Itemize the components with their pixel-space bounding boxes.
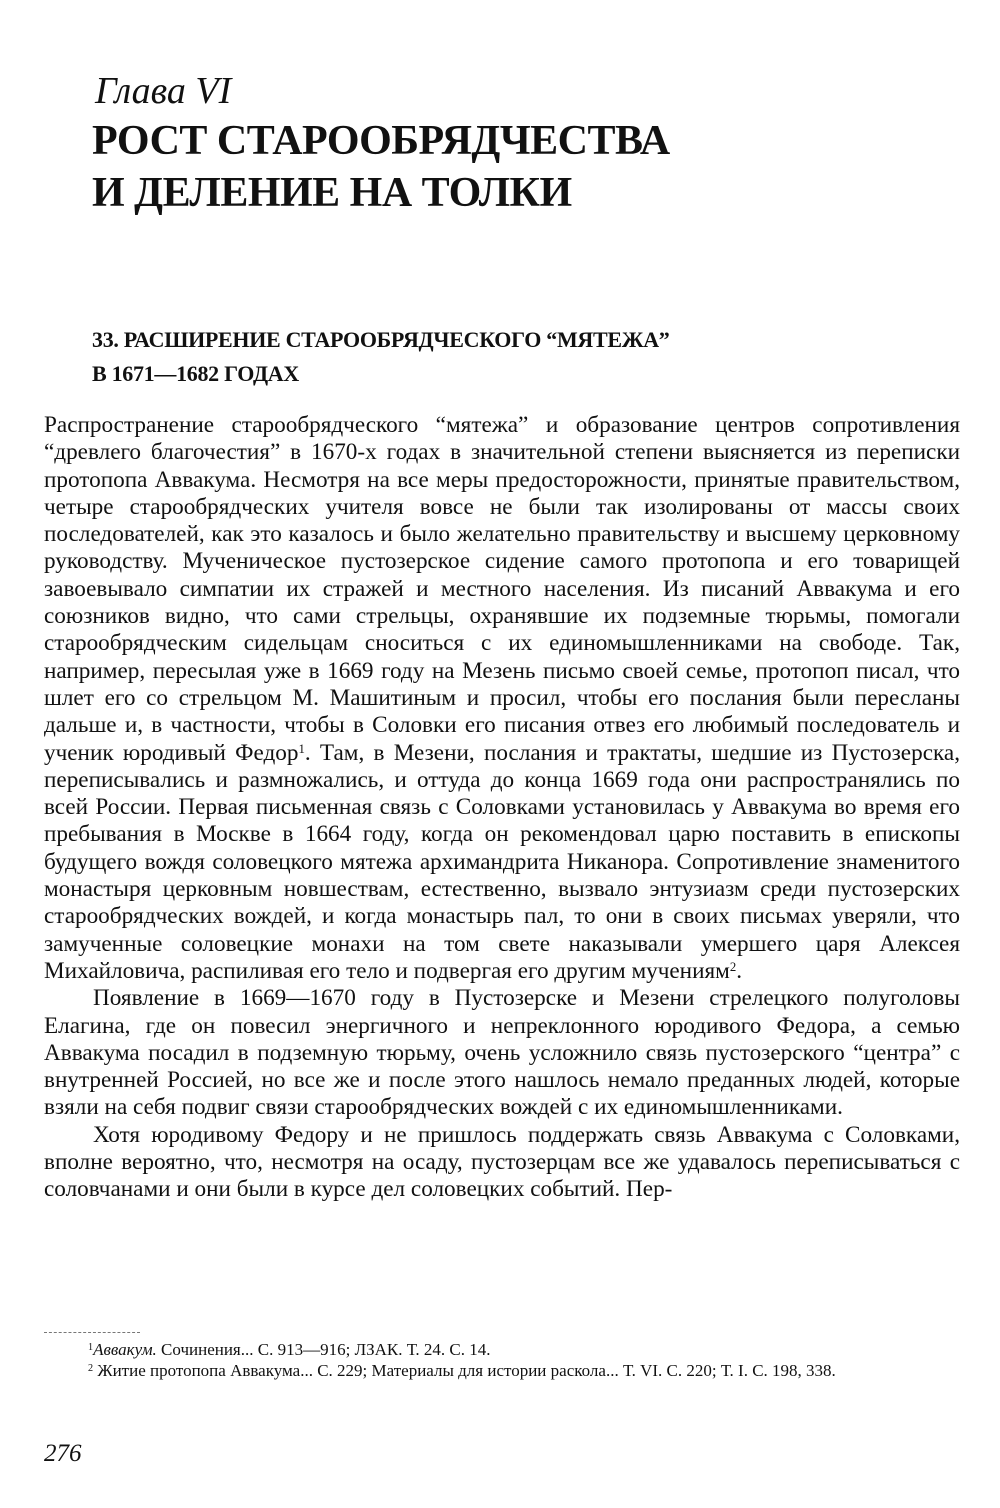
paragraph-1-part-a: Распространение старообрядческого “мятежа” и образование центров сопротивления “древлего благочестия” в 1670-х годах в значительной степени выясняется из переписки протопопа Аввакума. Несмотря на все меры предосторожности, принятые правительством, четыре старообрядческих учителя вовсе не были так изолированы от массы своих последователей, как это казалось и было желательно правительству и высшему церковному руководству. Мученическое пустозерское сидение самого протопопа и его товарищей завоевывало симпатии их стражей и местного населения. Из писаний Аввакума и его союзников видно, что сами стрельцы, охранявшие их подземные тюрьмы, помогали старообрядческим сидельцам сноситься с их единомышленниками на свободе. Так, например, пересылая уже в 1669 году на Мезень письмо своей семье, протопоп писал, что шлет его со стрельцом М. Машитиным и просил, чтобы его послания были пересланы дальше и, в частности, чтобы в Соловки его писания отвез его любимый последователь и ученик юродивый Федор (44, 412, 960, 766)
footnote-2-text: Житие протопопа Аввакума... С. 229; Материалы для истории раскола... Т. VI. С. 220; Т. I. С. 198, 338. (93, 1360, 836, 1380)
body-text (44, 412, 960, 1204)
footnote-divider (44, 1332, 140, 1333)
page-number: 276 (44, 1440, 82, 1467)
footnotes (44, 1340, 956, 1381)
section-heading-line-2: В 1671—1682 ГОДАХ (92, 361, 299, 386)
footnote-1 (44, 1340, 956, 1361)
footnote-ref-1: 1 (298, 741, 305, 756)
paragraph-1-part-b: . Там, в Мезени, послания и трактаты, шедшие из Пустозерска, переписывались и размножались, и оттуда до конца 1669 года они распространялись по всей России. Первая письменная связь с Соловками установилась у Аввакума во время его пребывания в Москве в 1664 году, когда он рекомендовал царю поставить в епископы будущего вождя соловецкого мятежа архимандрита Никанора. Сопротивление знаменитого монастыря церковным новшествам, естественно, вызвало энтузиазм среди пустозерских старообрядческих вождей, и когда монастырь пал, то они в своих письмах уверяли, что замученные соловецкие монахи на том свете наказывали умершего царя Алексея Михайловича, распиливая его тело и подвергая его другим мучениям (44, 739, 960, 984)
section-heading-line-1: 33. РАСШИРЕНИЕ СТАРООБРЯДЧЕСКОГО “МЯТЕЖА” (92, 327, 670, 352)
footnote-1-mark: 1 (88, 1341, 94, 1353)
paragraph-2: Появление в 1669—1670 году в Пустозерске и Мезени стрелецкого полуголовы Елагина, где он повесил энергичного и непреклонного юродивого Федора, а семью Аввакума посадил в подземную тюрьму, очень усложнило связь пустозерского “центра” с внутренней Россией, но все же и после этого нашлось немало преданных людей, которые взяли на себя подвиг связи старообрядческих вождей с их единомышленниками. (44, 985, 960, 1121)
section-heading (92, 323, 912, 391)
chapter-title-line-1: РОСТ СТАРООБРЯДЧЕСТВА (92, 118, 670, 164)
chapter-title (92, 115, 892, 219)
footnote-1-text: Сочинения... С. 913—916; ЛЗАК. Т. 24. С. 14. (156, 1340, 491, 1359)
footnote-ref-2: 2 (729, 959, 737, 974)
paragraph-1 (44, 412, 960, 985)
footnote-1-author: Аввакум. (93, 1340, 157, 1359)
footnote-2 (44, 1361, 956, 1382)
chapter-title-line-2: И ДЕЛЕНИЕ НА ТОЛКИ (92, 170, 572, 216)
paragraph-3: Хотя юродивому Федору и не пришлось поддержать связь Аввакума с Соловками, вполне вероятно, что, несмотря на осаду, пустозерцам все же удавалось переписываться с соловчанами и они были в курсе дел соловецких событий. Пер- (44, 1121, 960, 1203)
chapter-label: Глава VI (95, 70, 232, 112)
footnote-2-mark: 2 (88, 1362, 94, 1374)
paragraph-1-part-c: . (736, 957, 742, 984)
